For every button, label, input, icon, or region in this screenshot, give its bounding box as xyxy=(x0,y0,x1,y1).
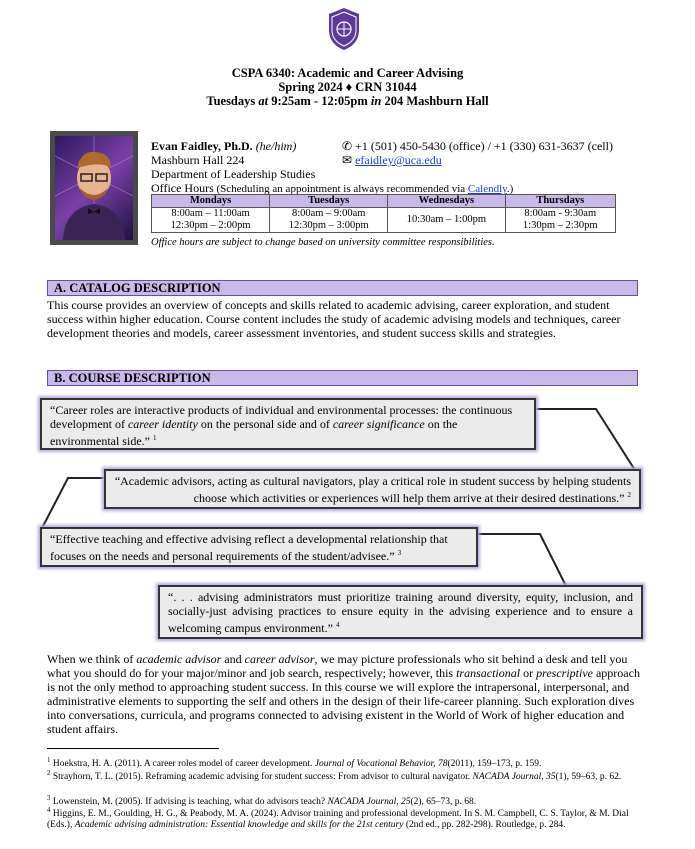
section-heading-course: B. COURSE DESCRIPTION xyxy=(47,370,638,386)
footnote-divider xyxy=(47,748,219,749)
footnote-1: $^1$ Hoekstra, H. A. (2011). A career roles model of career development. Journal of Vocational Behavior, 78(2011), 159–173, p. 159. xyxy=(47,756,542,770)
day-header: Wednesdays xyxy=(388,195,505,208)
phone-icon: ✆ xyxy=(342,139,353,153)
instructor-phone: ✆ +1 (501) 450-5430 (office) / +1 (330) 631-3637 (cell) xyxy=(342,139,613,153)
day-header: Mondays xyxy=(152,195,270,208)
footnote-4: $^4$ Higgins, E. M., Goulding, H. G., & Peabody, M. A. (2024). Advisor training and professional development. In S. M. Campbell, C. S. Taylor, & M. Dial (Eds.), Academic advising administration: Essential knowledge and skills for the 21st century (2nd ed., pp. 282-298). Routledge, p. 284. xyxy=(47,806,629,831)
day-header: Tuesdays xyxy=(270,195,388,208)
quote-3: “Effective teaching and effective advising reflect a developmental relationship that focuses on the needs and personal requirements of the student/advisee.” $^3$ xyxy=(40,527,478,567)
instructor-office: Mashburn Hall 224 xyxy=(151,153,245,167)
course-description-body: When we think of academic advisor and career advisor, we may picture professionals who sit behind a desk and tell you what you should do for your major/minor and job search, respectively; however, this transactional or prescriptive approach is not the only method to approaching student success. In this course we will explore the intrapersonal, interpersonal, and administrative elements to supporting the self and others in the design of their life-career planning. Such exploration dives into conversations, curricula, and programs connected to advising existent in the World of Work of higher education and student affairs. xyxy=(47,652,640,736)
instructor-department: Department of Leadership Studies xyxy=(151,167,316,181)
calendly-link[interactable]: Calendly xyxy=(467,183,507,195)
day-header: Thursdays xyxy=(505,195,615,208)
hours-cell: 8:00am – 11:00am 12:30pm – 2:00pm xyxy=(152,208,270,233)
footnote-2: $^2$ Strayhorn, T. L. (2015). Reframing academic advising for student success: From advisor to cultural navigator. NACADA Journal, 35(1), 59–63, p. 62. xyxy=(47,769,622,783)
instructor-name: Evan Faidley, Ph.D. (he/him) xyxy=(151,139,297,153)
email-link[interactable]: efaidley@uca.edu xyxy=(355,153,442,167)
course-title: CSPA 6340: Academic and Career Advising xyxy=(231,66,464,80)
quote-2: “Academic advisors, acting as cultural navigators, play a critical role in student success by helping students choose which activities or experiences will help them arrive at their desired destinations.” $^2$ xyxy=(104,469,641,509)
office-hours-heading: Office Hours (Scheduling an appointment is always recommended via Calendly.) xyxy=(151,181,514,195)
section-heading-catalog: A. CATALOG DESCRIPTION xyxy=(47,280,638,296)
hours-cell: 10:30am – 1:00pm xyxy=(388,208,505,233)
course-term: Spring 2024 ♦ CRN 31044 xyxy=(278,80,417,94)
quote-1: “Career roles are interactive products of individual and environmental processes: the continuous development of career identity on the personal side and of career significance on the environmental side.” $^1$ xyxy=(40,398,536,450)
hours-cell: 8:00am - 9:30am 1:30pm – 2:30pm xyxy=(505,208,615,233)
quote-4: “. . . advising administrators must prioritize training around diversity, equity, inclusion, and socially-just advising practices to ensure equity in the advising experience and to ensure a welcoming campus environment.” $^4$ xyxy=(158,585,643,639)
footnote-3: $^3$ Lowenstein, M. (2005). If advising is teaching, what do advisors teach? NACADA Journal, 25(2), 65–73, p. 68. xyxy=(47,794,477,808)
hours-cell: 8:00am – 9:00am 12:30pm – 3:00pm xyxy=(270,208,388,233)
envelope-icon: ✉ xyxy=(342,153,353,167)
office-hours-note: Office hours are subject to change based on university committee responsibilities. xyxy=(151,237,495,248)
course-meeting: Tuesdays at 9:25am - 12:05pm in 204 Mashburn Hall xyxy=(206,94,489,108)
catalog-description: This course provides an overview of concepts and skills related to academic advising, career exploration, and student success within higher education. Course content includes the study of academic advising models and techniques, career development theories and models, career assessment inventories, and student success skills and strategies. xyxy=(47,298,621,340)
